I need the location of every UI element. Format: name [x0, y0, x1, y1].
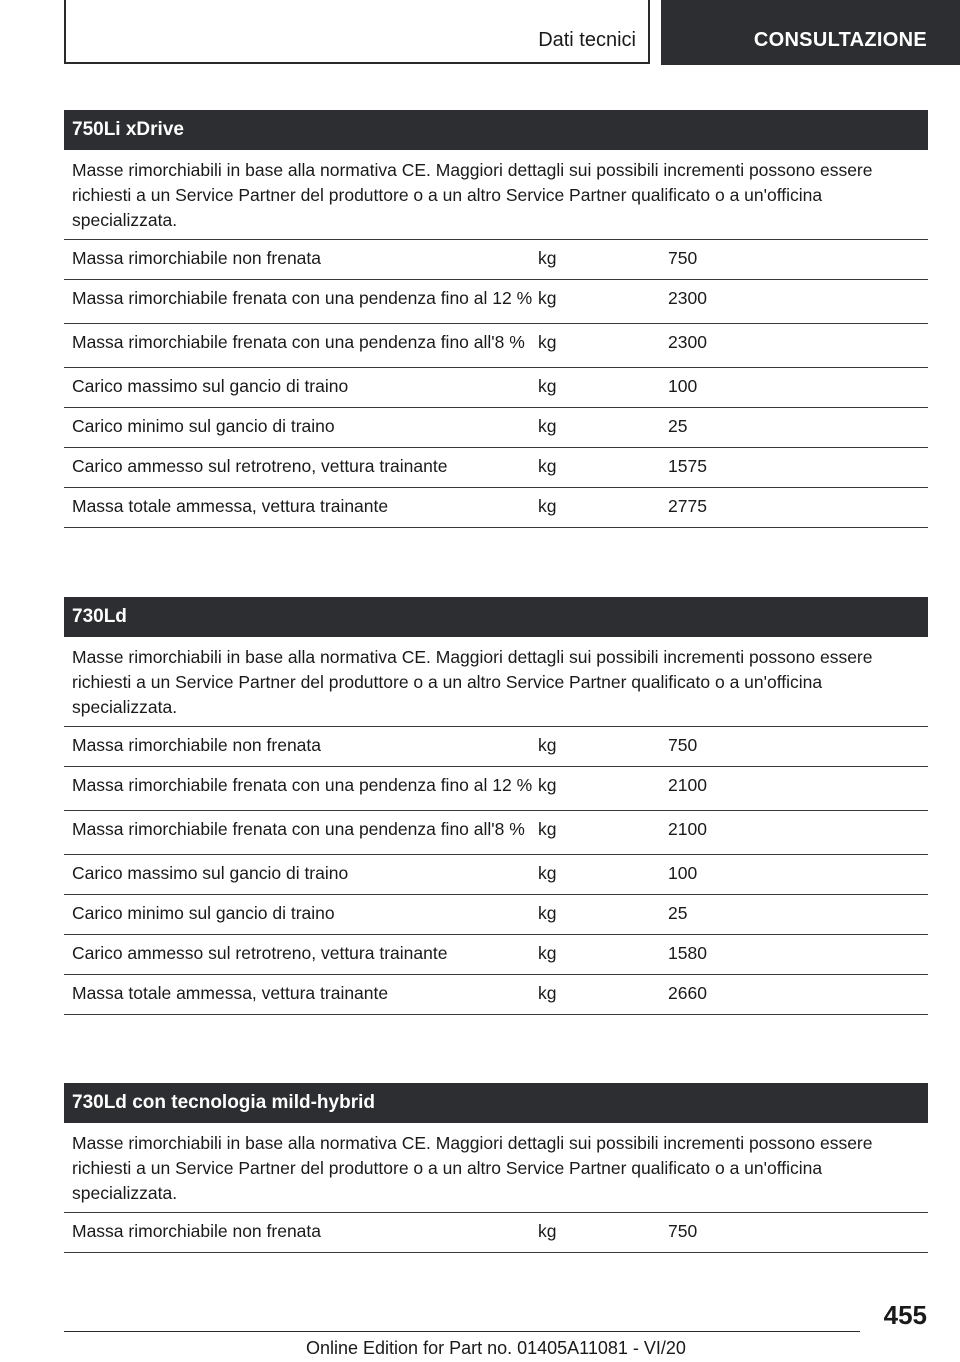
row-label: Massa rimorchiabile frenata con una pendenza fino al 12 % [72, 775, 533, 795]
table-row [64, 368, 928, 408]
row-value: 2100 [668, 775, 707, 795]
row-label: Massa rimorchiabile non frenata [72, 735, 322, 755]
header-section-tab [64, 0, 650, 64]
table-row [64, 1213, 928, 1253]
row-label: Carico massimo sul gancio di traino [72, 863, 349, 883]
table-row [64, 408, 928, 448]
page-number: 455 [883, 1300, 927, 1330]
row-unit: kg [538, 376, 557, 396]
section-title: 750Li xDrive [64, 110, 928, 150]
row-label: Massa totale ammessa, vettura trainante [72, 496, 389, 516]
table-row [64, 935, 928, 975]
row-unit: kg [538, 735, 557, 755]
table-row [64, 488, 928, 528]
table-row [64, 240, 928, 280]
row-unit: kg [538, 496, 557, 516]
row-value: 100 [668, 376, 698, 396]
row-value: 1580 [668, 943, 707, 963]
header-section-label: Dati tecnici [538, 29, 636, 51]
row-unit: kg [538, 775, 557, 795]
row-label: Massa rimorchiabile frenata con una pendenza fino all'8 % [72, 332, 525, 352]
section-730ld-mild-hybrid [64, 1083, 928, 1253]
table-row [64, 727, 928, 767]
row-value: 750 [668, 1221, 698, 1241]
row-unit: kg [538, 456, 557, 476]
row-unit: kg [538, 288, 557, 308]
row-value: 750 [668, 735, 698, 755]
row-value: 100 [668, 863, 698, 883]
table-row [64, 448, 928, 488]
row-value: 1575 [668, 456, 707, 476]
row-unit: kg [538, 248, 557, 268]
row-label: Massa rimorchiabile frenata con una pendenza fino al 12 % [72, 288, 533, 308]
row-label: Carico minimo sul gancio di traino [72, 903, 335, 923]
row-label: Carico minimo sul gancio di traino [72, 416, 335, 436]
row-unit: kg [538, 943, 557, 963]
row-value: 750 [668, 248, 698, 268]
row-value: 2660 [668, 983, 707, 1003]
row-label: Massa totale ammessa, vettura trainante [72, 983, 389, 1003]
table-row [64, 811, 928, 855]
row-label: Massa rimorchiabile frenata con una pendenza fino all'8 % [72, 819, 525, 839]
row-value: 2300 [668, 332, 707, 352]
section-description: Masse rimorchiabili in base alla normativa CE. Maggiori dettagli sui possibili incrementi possono essere richiesti a un Service Partner del produttore o a un altro Service Partner qualificato o a un'officina specializzata. [64, 150, 928, 240]
row-value: 25 [668, 416, 688, 436]
row-unit: kg [538, 416, 557, 436]
section-description: Masse rimorchiabili in base alla normativa CE. Maggiori dettagli sui possibili incrementi possono essere richiesti a un Service Partner del produttore o a un altro Service Partner qualificato o a un'officina specializzata. [64, 637, 928, 727]
row-label: Massa rimorchiabile non frenata [72, 248, 322, 268]
row-label: Carico ammesso sul retrotreno, vettura trainante [72, 456, 448, 476]
section-title: 730Ld [64, 597, 928, 637]
row-unit: kg [538, 983, 557, 1003]
section-750li-xdrive [64, 110, 928, 528]
header-chapter-label: CONSULTAZIONE [753, 29, 927, 51]
row-label: Carico massimo sul gancio di traino [72, 376, 349, 396]
row-label: Massa rimorchiabile non frenata [72, 1221, 322, 1241]
section-730ld [64, 597, 928, 1015]
row-unit: kg [538, 863, 557, 883]
section-description: Masse rimorchiabili in base alla normativa CE. Maggiori dettagli sui possibili incrementi possono essere richiesti a un Service Partner del produttore o a un altro Service Partner qualificato o a un'officina specializzata. [64, 1123, 928, 1213]
row-unit: kg [538, 903, 557, 923]
row-label: Carico ammesso sul retrotreno, vettura trainante [72, 943, 448, 963]
header-chapter-tab [661, 0, 960, 65]
table-row [64, 324, 928, 368]
row-value: 2300 [668, 288, 707, 308]
footer-divider [64, 1331, 860, 1332]
row-value: 25 [668, 903, 688, 923]
row-value: 2100 [668, 819, 707, 839]
table-row [64, 767, 928, 811]
row-value: 2775 [668, 496, 707, 516]
table-row [64, 975, 928, 1015]
footer-edition: Online Edition for Part no. 01405A11081 - VI/20 [306, 1338, 686, 1358]
section-title: 730Ld con tecnologia mild-hybrid [64, 1083, 928, 1123]
row-unit: kg [538, 332, 557, 352]
table-row [64, 895, 928, 935]
row-unit: kg [538, 1221, 557, 1241]
table-row [64, 280, 928, 324]
table-row [64, 855, 928, 895]
row-unit: kg [538, 819, 557, 839]
